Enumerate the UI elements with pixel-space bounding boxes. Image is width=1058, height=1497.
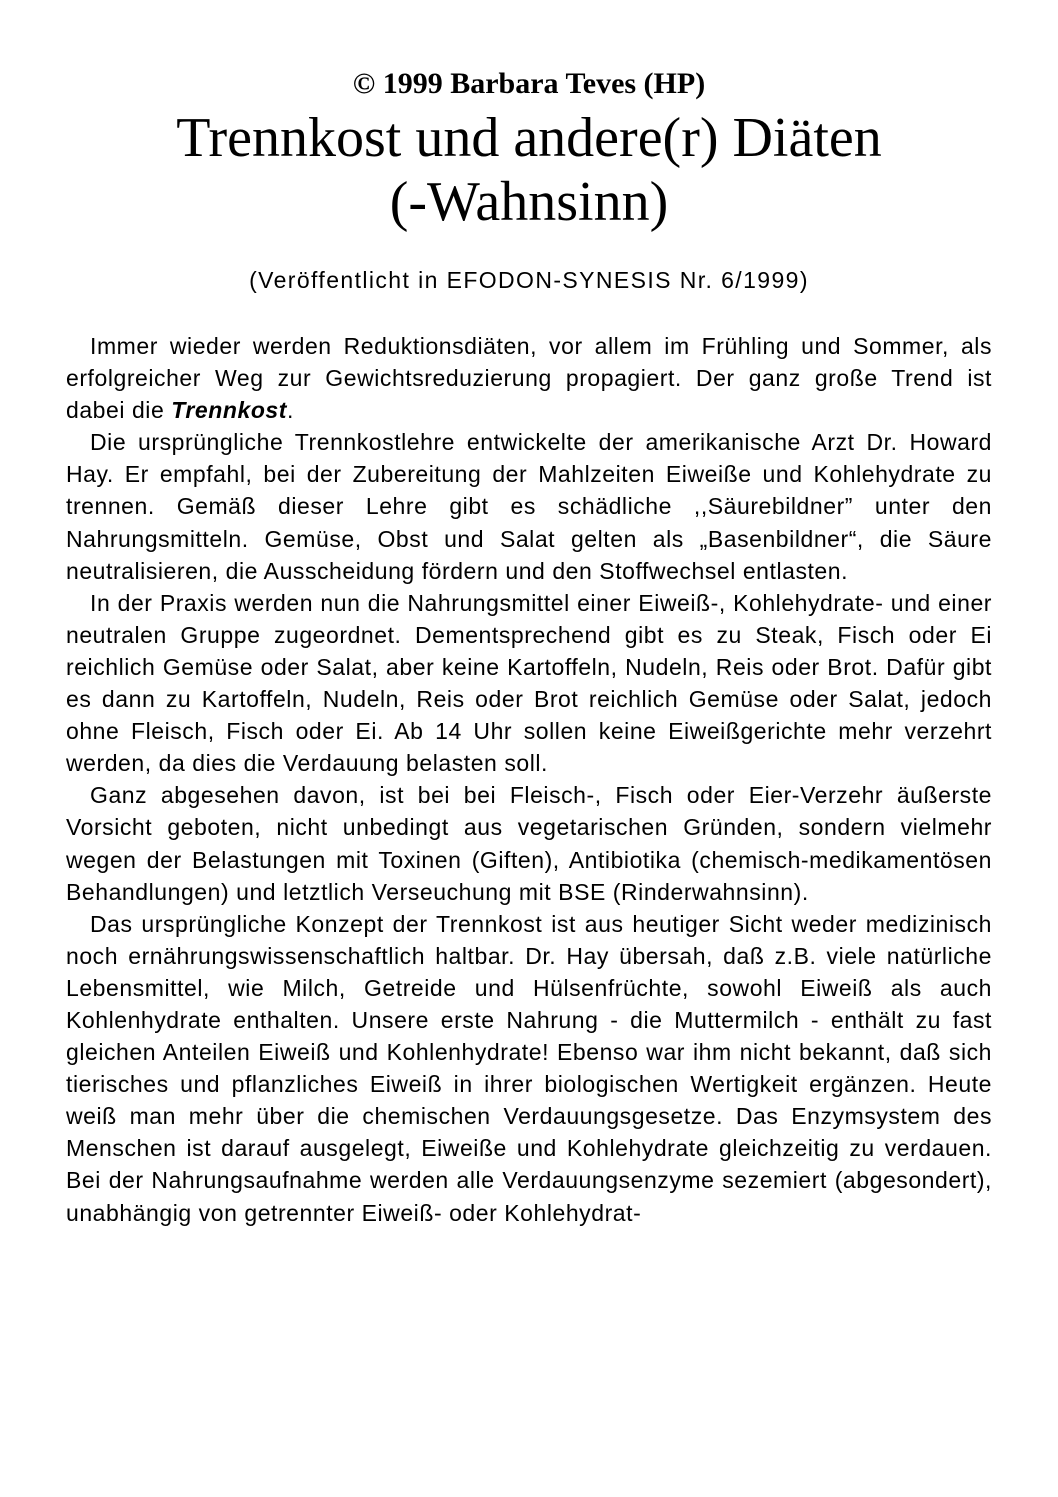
title-line-2: (-Wahnsinn)	[389, 171, 669, 233]
title-line-1: Trennkost und andere(r) Diäten	[176, 107, 882, 169]
paragraph-4: Ganz abgesehen davon, ist bei bei Fleisch-, Fisch oder Eier-Verzehr äußerste Vorsicht geboten, nicht unbedingt aus vegetarischen Gründen, sondern vielmehr wegen der Belastungen mit Toxinen (Giften), Antibiotika (chemisch-medikamentösen Behandlungen) und letztlich Verseuchung mit BSE (Rinderwahnsinn).	[66, 782, 992, 905]
copyright-line: © 1999 Barbara Teves (HP)	[352, 67, 706, 100]
paragraph-1	[66, 330, 992, 426]
page-title	[0, 106, 1058, 234]
paragraph-3: In der Praxis werden nun die Nahrungsmittel einer Eiweiß-, Kohlehydrate- und einer neutralen Gruppe zugeordnet. Dementsprechend gibt es zu Steak, Fisch oder Ei reichlich Gemüse oder Salat, aber keine Kartoffeln, Nudeln, Reis oder Brot. Dafür gibt es dann zu Kartoffeln, Nudeln, Reis oder Brot reichlich Gemüse oder Salat, jedoch ohne Fleisch, Fisch oder Ei. Ab 14 Uhr sollen keine Eiweißgerichte mehr verzehrt werden, da dies die Verdauung belasten soll.	[66, 589, 992, 777]
emphasis-trennkost: Trennkost	[171, 397, 287, 424]
paragraph-1-text: Immer wieder werden Reduktionsdiäten, vor allem im Frühling und Sommer, als erfolgreicher Weg zur Gewichtsreduzierung propagiert. Der ganz große Trend ist dabei die	[66, 333, 992, 424]
paragraph-1-end: .	[286, 397, 294, 424]
paragraph-2: Die ursprüngliche Trennkostlehre entwickelte der amerikanische Arzt Dr. Howard Hay. Er empfahl, bei der Zubereitung der Mahlzeiten Eiweiße und Kohlehydrate zu trennen. Gemäß dieser Lehre gibt es schädliche ,,Säurebildner” unter den Nahrungsmitteln. Gemüse, Obst und Salat gelten als „Basenbildner“, die Säure neutralisieren, die Ausscheidung fördern und den Stoffwechsel entlasten.	[66, 429, 992, 584]
publication-note: (Veröffentlicht in EFODON-SYNESIS Nr. 6/1999)	[249, 267, 809, 293]
article-body	[66, 330, 992, 1229]
paragraph-5: Das ursprüngliche Konzept der Trennkost ist aus heutiger Sicht weder medizinisch noch ernährungswissenschaftlich haltbar. Dr. Hay übersah, daß z.B. viele natürliche Lebensmittel, wie Milch, Getreide und Hülsenfrüchte, sowohl Eiweiß als auch Kohlenhydrate enthalten. Unsere erste Nahrung - die Muttermilch - enthält zu fast gleichen Anteilen Eiweiß und Kohlenhydrate! Ebenso war ihm nicht bekannt, daß sich tierisches und pflanzliches Eiweiß in ihrer biologischen Wertigkeit ergänzen. Heute weiß man mehr über die chemischen Verdauungsgesetze. Das Enzymsystem des Menschen ist darauf ausgelegt, Eiweiße und Kohlehydrate gleichzeitig zu verdauen. Bei der Nahrungsaufnahme werden alle Verdauungsenzyme sezemiert (abgesondert), unabhängig von getrennter Eiweiß- oder Kohlehydrat-	[66, 910, 992, 1226]
